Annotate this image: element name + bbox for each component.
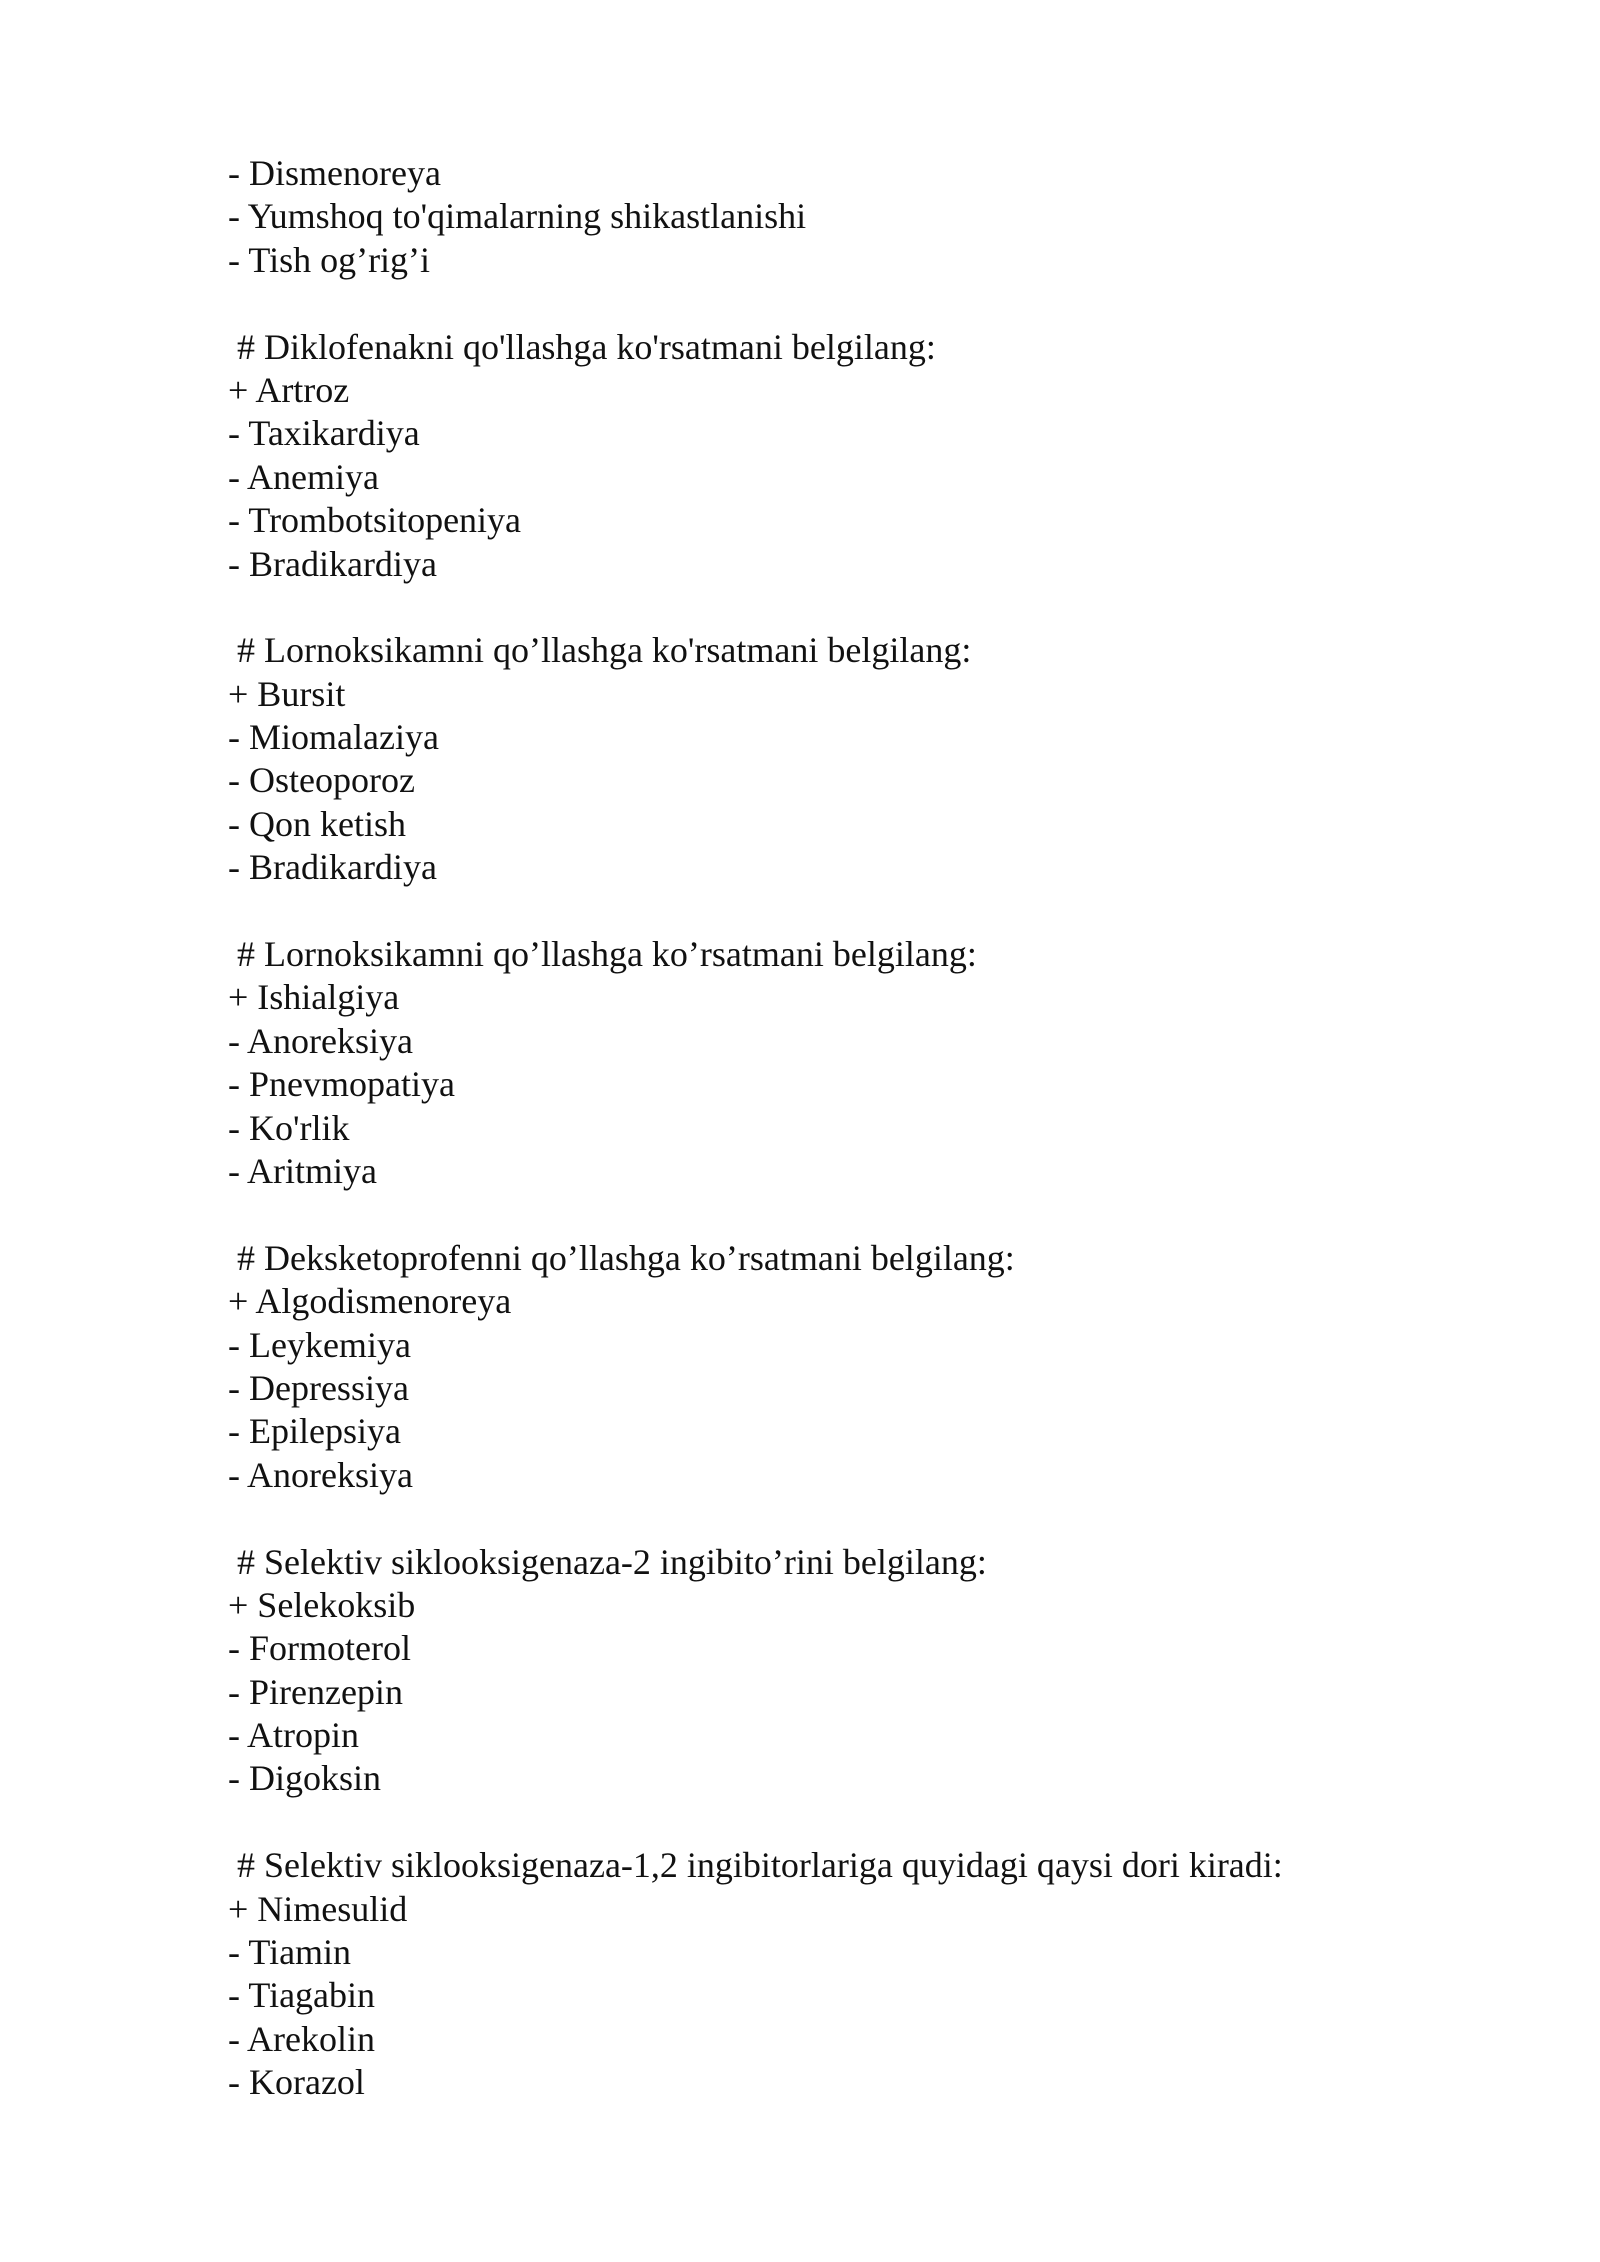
answer-option: - Leykemiya — [228, 1324, 411, 1365]
answer-option: - Epilepsiya — [228, 1411, 401, 1452]
answer-option: - Tish og’rig’i — [228, 239, 431, 280]
answer-option: - Qon ketish — [228, 803, 406, 844]
question-text: # Diklofenakni qo'llashga ko'rsatmani belgilang: — [237, 326, 936, 367]
question-text: # Selektiv siklooksigenaza-2 ingibito’rini belgilang: — [237, 1541, 987, 1582]
page-content — [228, 152, 1428, 2105]
spacer — [228, 282, 1428, 325]
spacer — [228, 1497, 1428, 1540]
question-block — [228, 629, 1428, 889]
correct-answer-option: + Algodismenoreya — [228, 1281, 512, 1322]
answer-option: - Pirenzepin — [228, 1671, 403, 1712]
question-block — [228, 933, 1428, 1193]
answer-option: - Bradikardiya — [228, 543, 437, 584]
correct-answer-option: + Artroz — [228, 369, 350, 410]
intro-option-list — [228, 152, 1428, 282]
correct-answer-option: + Bursit — [228, 673, 346, 714]
answer-option: - Anoreksiya — [228, 1020, 413, 1061]
question-block — [228, 326, 1428, 586]
answer-option: - Osteoporoz — [228, 760, 415, 801]
answer-option: - Yumshoq to'qimalarning shikastlanishi — [228, 196, 807, 237]
answer-option: - Taxikardiya — [228, 413, 420, 454]
answer-option: - Trombotsitopeniya — [228, 500, 522, 541]
answer-option: - Dismenoreya — [228, 153, 441, 193]
question-block — [228, 1237, 1428, 1497]
spacer — [228, 586, 1428, 629]
answer-option: - Miomalaziya — [228, 717, 439, 758]
answer-option: - Bradikardiya — [228, 847, 437, 888]
answer-option: - Korazol — [228, 2062, 365, 2103]
answer-option: - Digoksin — [228, 1758, 381, 1799]
answer-option: - Pnevmopatiya — [228, 1064, 455, 1105]
correct-answer-option: + Nimesulid — [228, 1888, 408, 1929]
answer-option: - Tiagabin — [228, 1975, 376, 2016]
answer-option: - Aritmiya — [228, 1150, 377, 1191]
question-text: # Deksketoprofenni qo’llashga ko’rsatmani belgilang: — [237, 1237, 1015, 1278]
answer-option: - Tiamin — [228, 1932, 352, 1973]
answer-option: - Depressiya — [228, 1367, 409, 1408]
correct-answer-option: + Ishialgiya — [228, 977, 400, 1018]
answer-option: - Atropin — [228, 1715, 359, 1756]
answer-option: - Formoterol — [228, 1628, 411, 1669]
answer-option: - Arekolin — [228, 2018, 375, 2059]
answer-option: - Anoreksiya — [228, 1454, 413, 1495]
question-block — [228, 1844, 1428, 2104]
answer-option: - Anemiya — [228, 456, 379, 497]
spacer — [228, 1801, 1428, 1844]
question-text: # Lornoksikamni qo’llashga ko'rsatmani belgilang: — [237, 630, 972, 671]
question-text: # Selektiv siklooksigenaza-1,2 ingibitorlariga quyidagi qaysi dori kiradi: — [237, 1845, 1283, 1886]
question-block — [228, 1541, 1428, 1801]
spacer — [228, 890, 1428, 933]
answer-option: - Ko'rlik — [228, 1107, 350, 1148]
question-text: # Lornoksikamni qo’llashga ko’rsatmani belgilang: — [237, 934, 977, 975]
spacer — [228, 1193, 1428, 1236]
correct-answer-option: + Selekoksib — [228, 1584, 416, 1625]
